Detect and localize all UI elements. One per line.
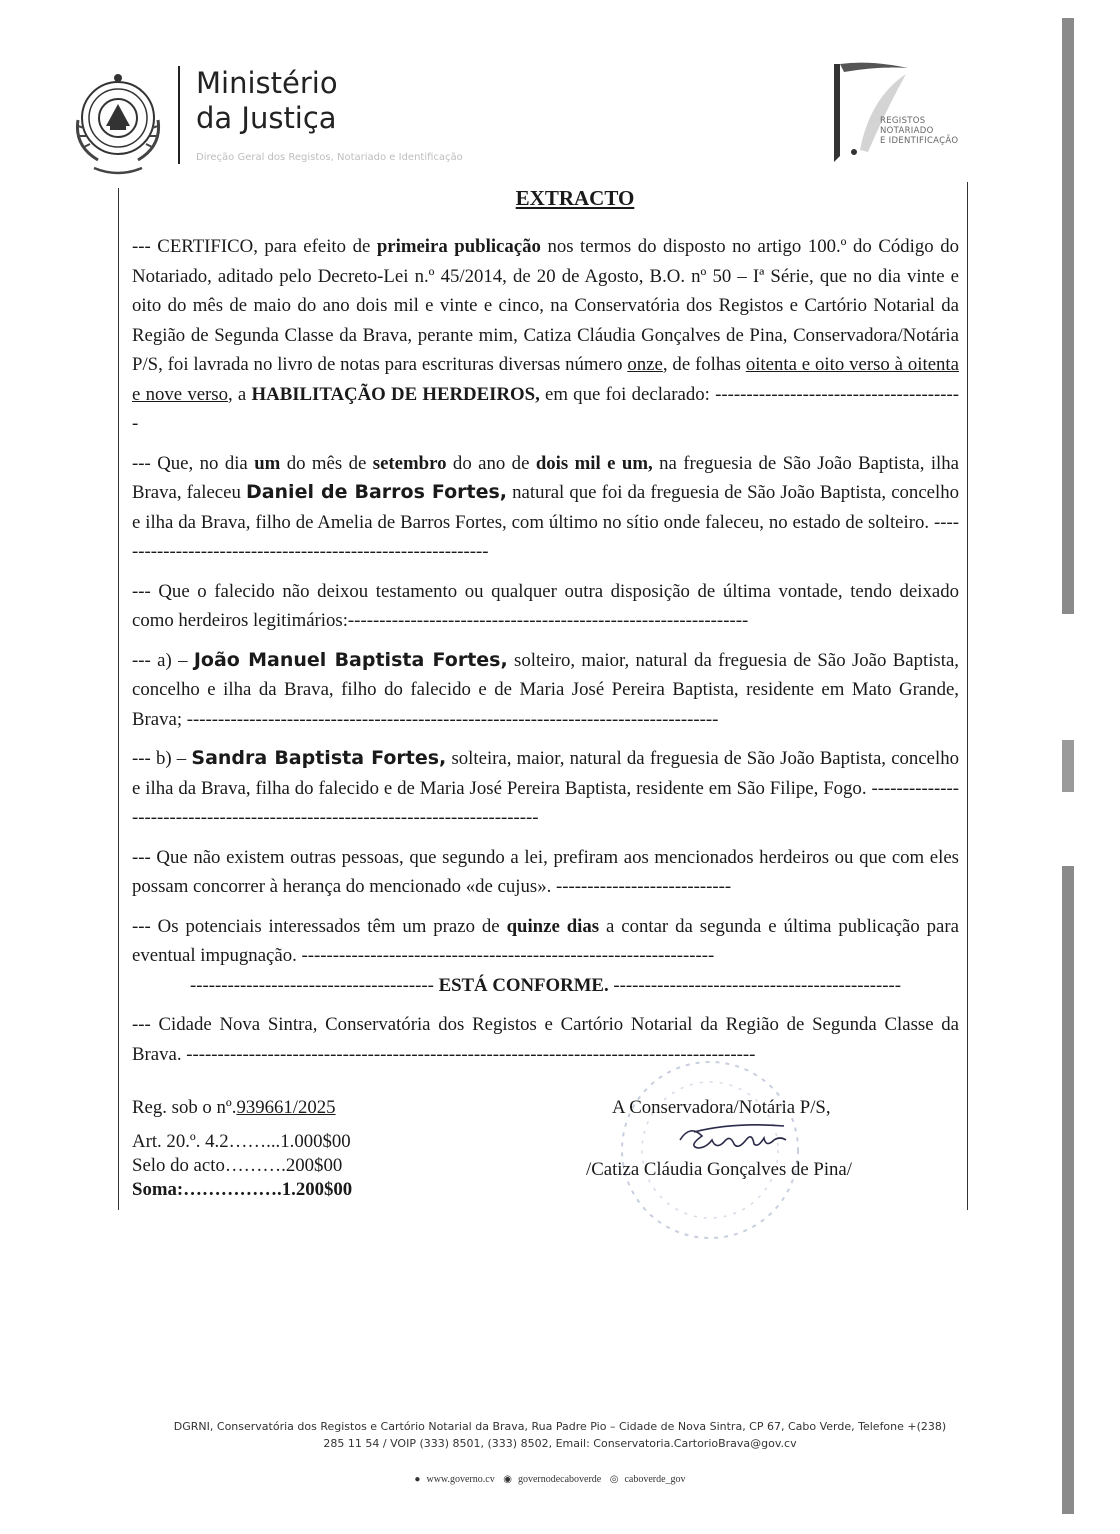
signature-block [586,1096,916,1182]
facebook-icon: ◉ [503,1474,512,1485]
document-heading: EXTRACTO [515,186,635,210]
header-separator [178,66,180,164]
document-border-right [967,182,968,1210]
registos-logo-icon [830,58,910,166]
footer-address: DGRNI, Conservatória dos Registos e Cartório Notarial da Brava, Rua Padre Pio – Cidade de Nova Sintra, CP 67, Cabo Verde, Telefone +(238) 285 11 54 / VOIP (333) 8501, (333) 8502, Email: Conservatoria.CartorioBrava@gov.cv [173,1420,947,1450]
paragraph-heir-a: --- a) – João Manuel Baptista Fortes, solteiro, maior, natural da freguesia de São João Baptista, concelho e ilha da Brava, filho do falecido e de Maria José Pereira Baptista, residente em Mato Grande, Brava; ------------------------------------------------------------------------------------- [132,648,959,730]
paragraph-death: --- Que, no dia um do mês de setembro do ano de dois mil e um, na freguesia de São João Baptista, ilha Brava, faleceu Daniel de Barros Fortes, natural que foi da freguesia de São João Baptista, concelho e ilha da Brava, filho de Amelia de Barros Fortes, com último no sítio onde faleceu, no estado de solteiro. ------------------------------------------------------------- [132,452,959,562]
ministry-title: Ministério da Justiça [196,66,338,135]
scan-edge [1062,18,1074,614]
fees-block [132,1096,352,1202]
document-body [132,232,959,1079]
web-icon: ● [414,1474,421,1485]
facebook-link[interactable]: governodecaboverde [517,1474,602,1485]
registration-number: Reg. sob o nº.939661/2025 [132,1097,336,1118]
handwritten-signature [586,1120,916,1158]
paragraph-deadline: --- Os potenciais interessados têm um prazo de quinze dias a contar da segunda e última publicação para eventual impugnação. ------------------------------------------------------------------ [132,915,959,966]
fee-article: Art. 20.º. 4.2……...1.000$00 [132,1131,351,1152]
website-link[interactable]: www.governo.cv [426,1474,495,1485]
paragraph-certifico: --- CERTIFICO, para efeito de primeira publicação nos termos do disposto no artigo 100.º do Código do Notariado, aditado pelo Decreto-Lei n.º 45/2014, de 20 de Agosto, B.O. nº 50 – Iª Série, que no dia vinte e oito do mês de maio do ano dois mil e vinte e cinco, na Conservatória dos Registos e Cartório Notarial da Região de Segunda Classe da Brava, perante mim, Catiza Cláudia Gonçalves de Pina, Conservadora/Notária P/S, foi lavrada no livro de notas para escrituras diversas número onze, de folhas oitenta e oito verso à oitenta e nove verso, a HABILITAÇÃO DE HERDEIROS, em que foi declarado: ---------------------------------------- [132,236,959,434]
signature-scribble-icon [674,1120,824,1156]
fee-total: Soma:…………….1.200$00 [132,1179,353,1200]
paragraph-location: --- Cidade Nova Sintra, Conservatória dos Registos e Cartório Notarial da Região de Segunda Classe da Brava. ------------------------------------------------------------------------------------------- [132,1014,959,1065]
paragraph-heir-b: --- b) – Sandra Baptista Fortes, solteira, maior, natural da freguesia de São João Baptista, concelho e ilha da Brava, filha do falecido e de Maria José Pereira Baptista, residente em São Filipe, Fogo. ------------------------------------------------------------------------------- [132,747,959,828]
scan-edge [1062,866,1074,1514]
coat-of-arms-seal-icon [64,68,172,180]
signatory-title: A Conservadora/Notária P/S, [612,1097,831,1118]
instagram-link[interactable]: caboverde_gov [624,1474,686,1485]
registos-logo-text: REGISTOS NOTARIADO E IDENTIFICAÇÃO [880,116,959,146]
fee-seal: Selo do acto……….200$00 [132,1155,343,1176]
footer-social [0,1474,1100,1485]
signatory-name: /Catiza Cláudia Gonçalves de Pina/ [586,1159,852,1180]
instagram-icon: ◎ [609,1474,619,1485]
esta-conforme: --------------------------------------- ESTÁ CONFORME. ---------------------------------------------- [189,974,902,996]
paragraph-no-others: --- Que não existem outras pessoas, que segundo a lei, prefiram aos mencionados herdeiros ou que com eles possam concorrer à herança do mencionado «de cujus». ---------------------------- [132,846,959,897]
ministry-subtitle: Direção Geral dos Registos, Notariado e Identificação [196,152,463,163]
document-border-left [118,188,119,1210]
scan-edge [1062,740,1074,792]
paragraph-no-will: --- Que o falecido não deixou testamento ou qualquer outra disposição de última vontade, tendo deixado como herdeiros legitimários:---------------------------------------------------------------- [132,580,959,631]
